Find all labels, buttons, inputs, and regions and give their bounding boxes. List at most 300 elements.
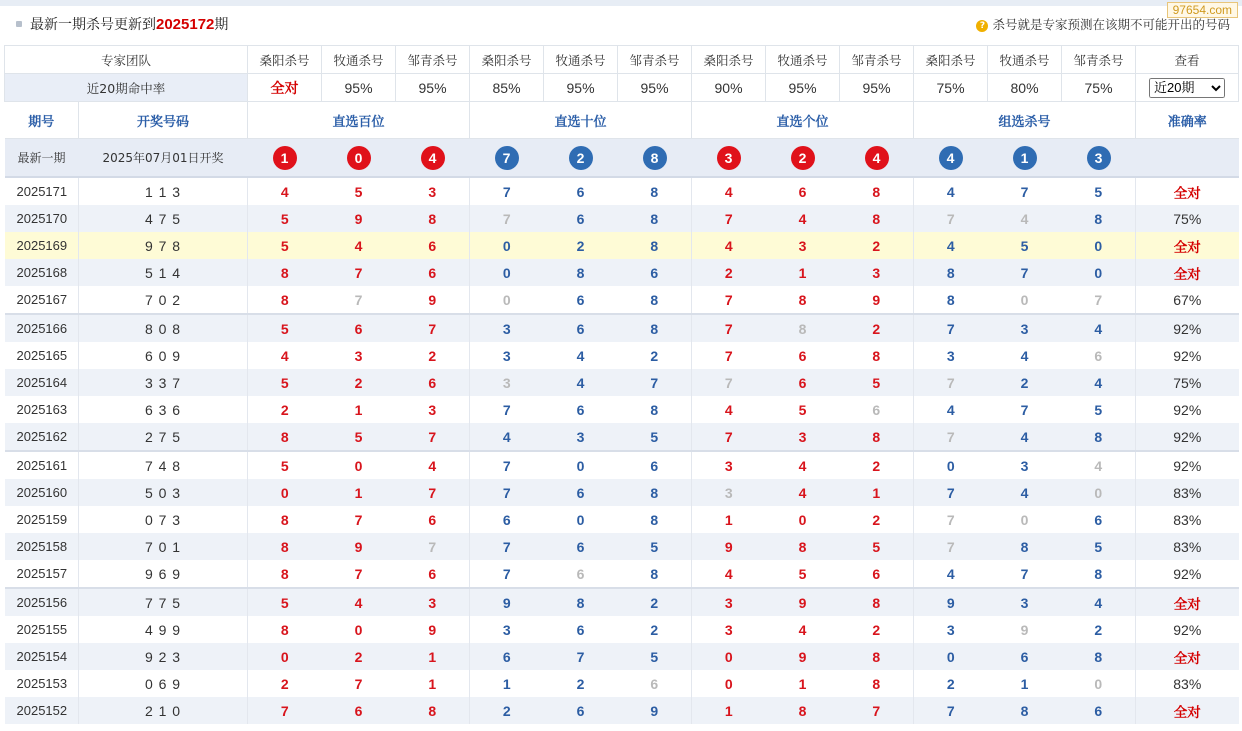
issue-number: 2025154 — [5, 643, 79, 670]
expert-name: 邹青杀号 — [618, 46, 692, 74]
accuracy-value: 全对 — [1136, 259, 1239, 286]
kill-number: 9 — [692, 533, 766, 560]
kill-number: 8 — [1062, 643, 1136, 670]
kill-number: 5 — [618, 533, 692, 560]
kill-ball: 4 — [421, 146, 445, 170]
kill-number: 1 — [798, 675, 807, 692]
kill-number: 7 — [914, 423, 988, 451]
latest-prediction-row — [5, 139, 1239, 178]
hit-rate-value: 95% — [618, 74, 692, 102]
kill-number: 8 — [1094, 565, 1103, 582]
accuracy-value: 92% — [1136, 616, 1239, 643]
kill-number: 4 — [248, 177, 322, 205]
kill-number: 7 — [1020, 183, 1029, 200]
draw-numbers: 1 1 3 — [79, 177, 248, 205]
kill-number: 3 — [396, 588, 470, 616]
kill-number: 9 — [766, 643, 840, 670]
issue-number: 2025158 — [5, 533, 79, 560]
kill-number: 9 — [428, 291, 437, 308]
kill-number: 6 — [396, 369, 470, 396]
kill-number: 5 — [840, 369, 914, 396]
column-header-row — [5, 102, 1239, 139]
kill-number: 8 — [1062, 205, 1136, 232]
kill-number: 2 — [650, 621, 659, 638]
hit-rate-value: 75% — [1062, 74, 1136, 102]
draw-numbers: 2 1 0 — [79, 697, 248, 724]
hit-rate-value: 95% — [766, 74, 840, 102]
kill-number: 8 — [396, 205, 470, 232]
hit-rate-row — [5, 74, 1239, 102]
hint-label: 杀号就是专家预测在该期不可能开出的号码 — [992, 17, 1230, 32]
kill-number: 7 — [1020, 565, 1029, 582]
kill-number: 6 — [544, 205, 618, 232]
kill-number: 7 — [322, 259, 396, 286]
bullet-icon — [16, 21, 22, 27]
history-rows — [5, 177, 1239, 724]
kill-number: 2 — [840, 232, 914, 259]
latest-ball-cell — [914, 139, 988, 178]
table-row — [5, 560, 1239, 588]
kill-ball: 1 — [273, 146, 297, 170]
table-row — [5, 588, 1239, 616]
draw-numbers: 5 0 3 — [79, 479, 248, 506]
kill-number: 7 — [1020, 401, 1029, 418]
kill-number: 0 — [692, 643, 766, 670]
kill-number: 3 — [428, 401, 437, 418]
kill-number: 2 — [248, 396, 322, 423]
accuracy-value: 92% — [1136, 314, 1239, 342]
kill-number: 4 — [322, 588, 396, 616]
kill-number: 6 — [470, 506, 544, 533]
kill-number: 7 — [840, 697, 914, 724]
table-row — [5, 177, 1239, 205]
kill-number: 5 — [248, 588, 322, 616]
kill-number: 0 — [1020, 511, 1029, 528]
kill-number: 0 — [1062, 259, 1136, 286]
kill-number: 1 — [1020, 675, 1029, 692]
kill-number: 6 — [576, 621, 585, 638]
kill-number: 3 — [428, 183, 437, 200]
draw-numbers: 3 3 7 — [79, 369, 248, 396]
latest-ball-cell — [1062, 139, 1136, 178]
kill-number: 7 — [692, 286, 766, 314]
kill-number: 6 — [428, 565, 437, 582]
draw-numbers: 4 7 5 — [79, 205, 248, 232]
accuracy-value: 92% — [1136, 342, 1239, 369]
kill-number: 8 — [840, 423, 914, 451]
expert-name: 桑阳杀号 — [914, 46, 988, 74]
accuracy-value: 67% — [1136, 286, 1239, 314]
expert-name: 牧通杀号 — [988, 46, 1062, 74]
kill-number: 7 — [988, 259, 1062, 286]
draw-numbers: 7 0 2 — [79, 286, 248, 314]
expert-team-label: 专家团队 — [5, 46, 248, 74]
table-row — [5, 506, 1239, 533]
draw-numbers: 0 6 9 — [79, 670, 248, 697]
kill-number: 7 — [470, 479, 544, 506]
kill-number: 6 — [872, 565, 881, 582]
accuracy-value: 全对 — [1136, 588, 1239, 616]
kill-number: 3 — [988, 314, 1062, 342]
kill-number: 0 — [1094, 675, 1103, 692]
hit-rate-value: 75% — [914, 74, 988, 102]
latest-ball-cell — [248, 139, 322, 178]
kill-number: 9 — [872, 291, 881, 308]
question-icon: ? — [976, 20, 988, 32]
table-row — [5, 286, 1239, 314]
kill-number: 7 — [914, 533, 988, 560]
issue-number: 2025168 — [5, 259, 79, 286]
latest-ball-cell — [618, 139, 692, 178]
kill-number: 0 — [1062, 479, 1136, 506]
kill-number: 6 — [798, 183, 807, 200]
draw-column-header: 开奖号码 — [79, 102, 248, 139]
kill-number: 7 — [470, 533, 544, 560]
kill-number: 5 — [248, 314, 322, 342]
kill-number: 3 — [692, 616, 766, 643]
kill-number: 2 — [872, 511, 881, 528]
kill-number: 2 — [322, 369, 396, 396]
accuracy-value: 92% — [1136, 423, 1239, 451]
kill-number: 8 — [396, 697, 470, 724]
kill-ball: 7 — [495, 146, 519, 170]
kill-number: 4 — [766, 451, 840, 479]
kill-number: 7 — [470, 205, 544, 232]
kill-number: 3 — [692, 451, 766, 479]
kill-number: 7 — [692, 314, 766, 342]
kill-number: 8 — [798, 291, 807, 308]
expert-name: 邹青杀号 — [840, 46, 914, 74]
kill-number: 0 — [322, 451, 396, 479]
kill-number: 2 — [544, 232, 618, 259]
kill-number: 2 — [576, 675, 585, 692]
period-select[interactable] — [1149, 78, 1225, 98]
kill-number: 0 — [470, 259, 544, 286]
table-row — [5, 479, 1239, 506]
kill-ball: 2 — [791, 146, 815, 170]
kill-number: 8 — [248, 560, 322, 588]
kill-number: 9 — [766, 588, 840, 616]
kill-number: 8 — [618, 205, 692, 232]
kill-number: 7 — [914, 314, 988, 342]
kill-number: 4 — [576, 347, 585, 364]
kill-number: 6 — [576, 183, 585, 200]
latest-label: 最新一期 — [5, 139, 79, 178]
kill-number: 4 — [322, 232, 396, 259]
kill-ball: 8 — [643, 146, 667, 170]
table-row — [5, 205, 1239, 232]
kill-number: 4 — [766, 479, 840, 506]
group-kill-header: 组选杀号 — [914, 102, 1136, 139]
kill-number: 7 — [1094, 291, 1103, 308]
kill-number: 4 — [914, 396, 988, 423]
kill-number: 4 — [692, 396, 766, 423]
issue-column-header: 期号 — [5, 102, 79, 139]
accuracy-value: 92% — [1136, 560, 1239, 588]
kill-number: 7 — [914, 506, 988, 533]
kill-number: 1 — [470, 670, 544, 697]
accuracy-value: 全对 — [1136, 232, 1239, 259]
draw-numbers: 0 7 3 — [79, 506, 248, 533]
accuracy-value: 75% — [1136, 369, 1239, 396]
kill-number: 0 — [354, 621, 363, 638]
kill-number: 0 — [248, 643, 322, 670]
kill-number: 8 — [248, 423, 322, 451]
kill-number: 5 — [248, 232, 322, 259]
view-label: 查看 — [1136, 46, 1239, 74]
table-row — [5, 396, 1239, 423]
latest-issue-number: 2025172 — [156, 16, 215, 33]
kill-number: 5 — [618, 423, 692, 451]
kill-number: 2 — [650, 347, 659, 364]
kill-number: 3 — [544, 423, 618, 451]
kill-number: 8 — [618, 314, 692, 342]
kill-number: 7 — [354, 675, 363, 692]
kill-number: 9 — [428, 621, 437, 638]
kill-number: 5 — [988, 232, 1062, 259]
kill-number: 6 — [1062, 697, 1136, 724]
kill-number: 8 — [650, 565, 659, 582]
kill-number: 3 — [914, 342, 988, 369]
kill-number: 8 — [650, 183, 659, 200]
kill-number: 2 — [988, 369, 1062, 396]
kill-number: 8 — [248, 533, 322, 560]
kill-number: 6 — [1094, 347, 1103, 364]
kill-number: 7 — [470, 451, 544, 479]
kill-number: 3 — [766, 232, 840, 259]
table-row — [5, 533, 1239, 560]
kill-number: 0 — [248, 479, 322, 506]
issue-number: 2025159 — [16, 512, 68, 527]
table-row — [5, 232, 1239, 259]
issue-number: 2025163 — [16, 402, 68, 417]
draw-numbers: 6 3 6 — [79, 396, 248, 423]
kill-number: 7 — [692, 342, 766, 369]
draw-numbers: 9 7 8 — [79, 232, 248, 259]
issue-number: 2025162 — [5, 423, 79, 451]
hit-rate-value: 95% — [396, 74, 470, 102]
site-watermark: 97654.com — [1167, 2, 1238, 18]
kill-number: 4 — [1020, 347, 1029, 364]
kill-number: 8 — [840, 588, 914, 616]
kill-number: 3 — [914, 616, 988, 643]
kill-number: 4 — [988, 205, 1062, 232]
accuracy-value: 83% — [1136, 670, 1239, 697]
kill-number: 4 — [914, 232, 988, 259]
kill-number: 7 — [354, 511, 363, 528]
kill-number: 4 — [1062, 451, 1136, 479]
kill-number: 8 — [872, 183, 881, 200]
kill-number: 6 — [544, 533, 618, 560]
kill-number: 9 — [322, 533, 396, 560]
kill-ball: 4 — [939, 146, 963, 170]
latest-ball-cell — [692, 139, 766, 178]
kill-number: 5 — [248, 369, 322, 396]
kill-number: 5 — [798, 565, 807, 582]
issue-number: 2025164 — [5, 369, 79, 396]
kill-number: 5 — [322, 423, 396, 451]
tens-group-header: 直选十位 — [470, 102, 692, 139]
draw-numbers: 2 7 5 — [79, 423, 248, 451]
table-row — [5, 259, 1239, 286]
kill-number: 4 — [1062, 314, 1136, 342]
kill-number: 6 — [872, 401, 881, 418]
kill-number: 0 — [914, 451, 988, 479]
table-row — [5, 670, 1239, 697]
kill-number: 6 — [576, 565, 585, 582]
kill-number: 6 — [798, 347, 807, 364]
latest-ball-cell — [766, 139, 840, 178]
kill-number: 6 — [544, 697, 618, 724]
latest-ball-cell — [322, 139, 396, 178]
units-group-header: 直选个位 — [692, 102, 914, 139]
kill-number: 6 — [322, 697, 396, 724]
kill-number: 5 — [798, 401, 807, 418]
kill-number: 7 — [354, 291, 363, 308]
expert-name: 牧通杀号 — [322, 46, 396, 74]
page-title — [30, 14, 228, 34]
kill-number: 7 — [470, 177, 544, 205]
kill-number: 0 — [470, 286, 544, 314]
kill-number: 8 — [872, 675, 881, 692]
kill-number: 7 — [396, 423, 470, 451]
kill-number: 8 — [650, 291, 659, 308]
kill-number: 4 — [692, 232, 766, 259]
kill-number: 7 — [248, 697, 322, 724]
kill-number: 0 — [1020, 291, 1029, 308]
kill-number: 8 — [766, 697, 840, 724]
title-suffix: 期 — [214, 17, 229, 33]
period-select-cell — [1136, 74, 1239, 102]
kill-number: 8 — [840, 643, 914, 670]
kill-ball: 4 — [865, 146, 889, 170]
accuracy-value: 75% — [1136, 205, 1239, 232]
kill-number: 7 — [470, 560, 544, 588]
kill-number: 7 — [396, 533, 470, 560]
kill-number: 5 — [1062, 533, 1136, 560]
kill-number: 8 — [872, 347, 881, 364]
expert-name: 牧通杀号 — [544, 46, 618, 74]
table-row — [5, 423, 1239, 451]
table-row — [5, 369, 1239, 396]
kill-number: 6 — [576, 291, 585, 308]
kill-number-table — [4, 45, 1239, 724]
kill-number: 4 — [692, 177, 766, 205]
kill-number: 8 — [248, 616, 322, 643]
kill-number: 4 — [470, 423, 544, 451]
kill-number: 2 — [692, 259, 766, 286]
kill-number: 8 — [766, 533, 840, 560]
kill-number: 5 — [1094, 401, 1103, 418]
kill-number: 0 — [914, 643, 988, 670]
latest-ball-cell — [544, 139, 618, 178]
kill-number: 4 — [248, 342, 322, 369]
issue-number: 2025156 — [5, 588, 79, 616]
kill-number: 4 — [914, 177, 988, 205]
latest-ball-cell — [840, 139, 914, 178]
accuracy-column-header: 准确率 — [1136, 102, 1239, 139]
kill-ball: 2 — [569, 146, 593, 170]
kill-number: 8 — [988, 697, 1062, 724]
issue-number: 2025169 — [5, 232, 79, 259]
title-prefix: 最新一期杀号更新到 — [30, 17, 156, 33]
kill-number: 2 — [914, 670, 988, 697]
kill-number: 6 — [766, 369, 840, 396]
kill-number: 8 — [618, 232, 692, 259]
kill-number: 2 — [618, 588, 692, 616]
expert-name: 邹青杀号 — [396, 46, 470, 74]
table-row — [5, 697, 1239, 724]
hundreds-group-header: 直选百位 — [248, 102, 470, 139]
kill-number: 5 — [248, 205, 322, 232]
kill-number: 0 — [692, 670, 766, 697]
accuracy-value: 83% — [1136, 533, 1239, 560]
expert-name: 邹青杀号 — [1062, 46, 1136, 74]
kill-number: 5 — [618, 643, 692, 670]
kill-number: 3 — [692, 588, 766, 616]
hit-rate-value: 90% — [692, 74, 766, 102]
draw-numbers: 6 0 9 — [79, 342, 248, 369]
kill-number: 9 — [914, 588, 988, 616]
kill-number: 3 — [470, 342, 544, 369]
accuracy-value: 全对 — [1136, 697, 1239, 724]
accuracy-value: 92% — [1136, 396, 1239, 423]
table-row — [5, 643, 1239, 670]
kill-number: 0 — [576, 511, 585, 528]
issue-number: 2025161 — [5, 451, 79, 479]
kill-number: 7 — [396, 479, 470, 506]
draw-numbers: 7 4 8 — [79, 451, 248, 479]
expert-name: 桑阳杀号 — [692, 46, 766, 74]
hit-rate-value: 全对 — [248, 74, 322, 102]
draw-numbers: 9 6 9 — [79, 560, 248, 588]
kill-number: 6 — [650, 675, 659, 692]
kill-number: 7 — [618, 369, 692, 396]
draw-numbers: 8 0 8 — [79, 314, 248, 342]
kill-number: 3 — [470, 616, 544, 643]
table-row — [5, 342, 1239, 369]
accuracy-value: 83% — [1136, 479, 1239, 506]
kill-number: 7 — [354, 565, 363, 582]
kill-number: 2 — [1094, 621, 1103, 638]
kill-number: 2 — [840, 451, 914, 479]
draw-numbers: 9 2 3 — [79, 643, 248, 670]
kill-number: 7 — [470, 396, 544, 423]
kill-number: 4 — [1062, 369, 1136, 396]
kill-number: 0 — [798, 511, 807, 528]
kill-number: 1 — [354, 401, 363, 418]
issue-number: 2025153 — [16, 676, 68, 691]
kill-number: 7 — [692, 369, 766, 396]
kill-ball: 1 — [1013, 146, 1037, 170]
kill-number: 8 — [650, 511, 659, 528]
issue-number: 2025167 — [16, 292, 68, 307]
kill-number: 6 — [396, 259, 470, 286]
kill-number: 1 — [840, 479, 914, 506]
kill-number: 5 — [248, 451, 322, 479]
hit-rate-value: 95% — [544, 74, 618, 102]
kill-number: 6 — [544, 479, 618, 506]
kill-number: 8 — [766, 314, 840, 342]
kill-number: 6 — [544, 314, 618, 342]
hit-rate-value: 95% — [840, 74, 914, 102]
kill-number: 7 — [914, 479, 988, 506]
kill-number: 3 — [766, 423, 840, 451]
kill-number: 9 — [618, 697, 692, 724]
kill-number: 6 — [618, 259, 692, 286]
kill-number: 5 — [354, 183, 363, 200]
draw-numbers: 4 9 9 — [79, 616, 248, 643]
